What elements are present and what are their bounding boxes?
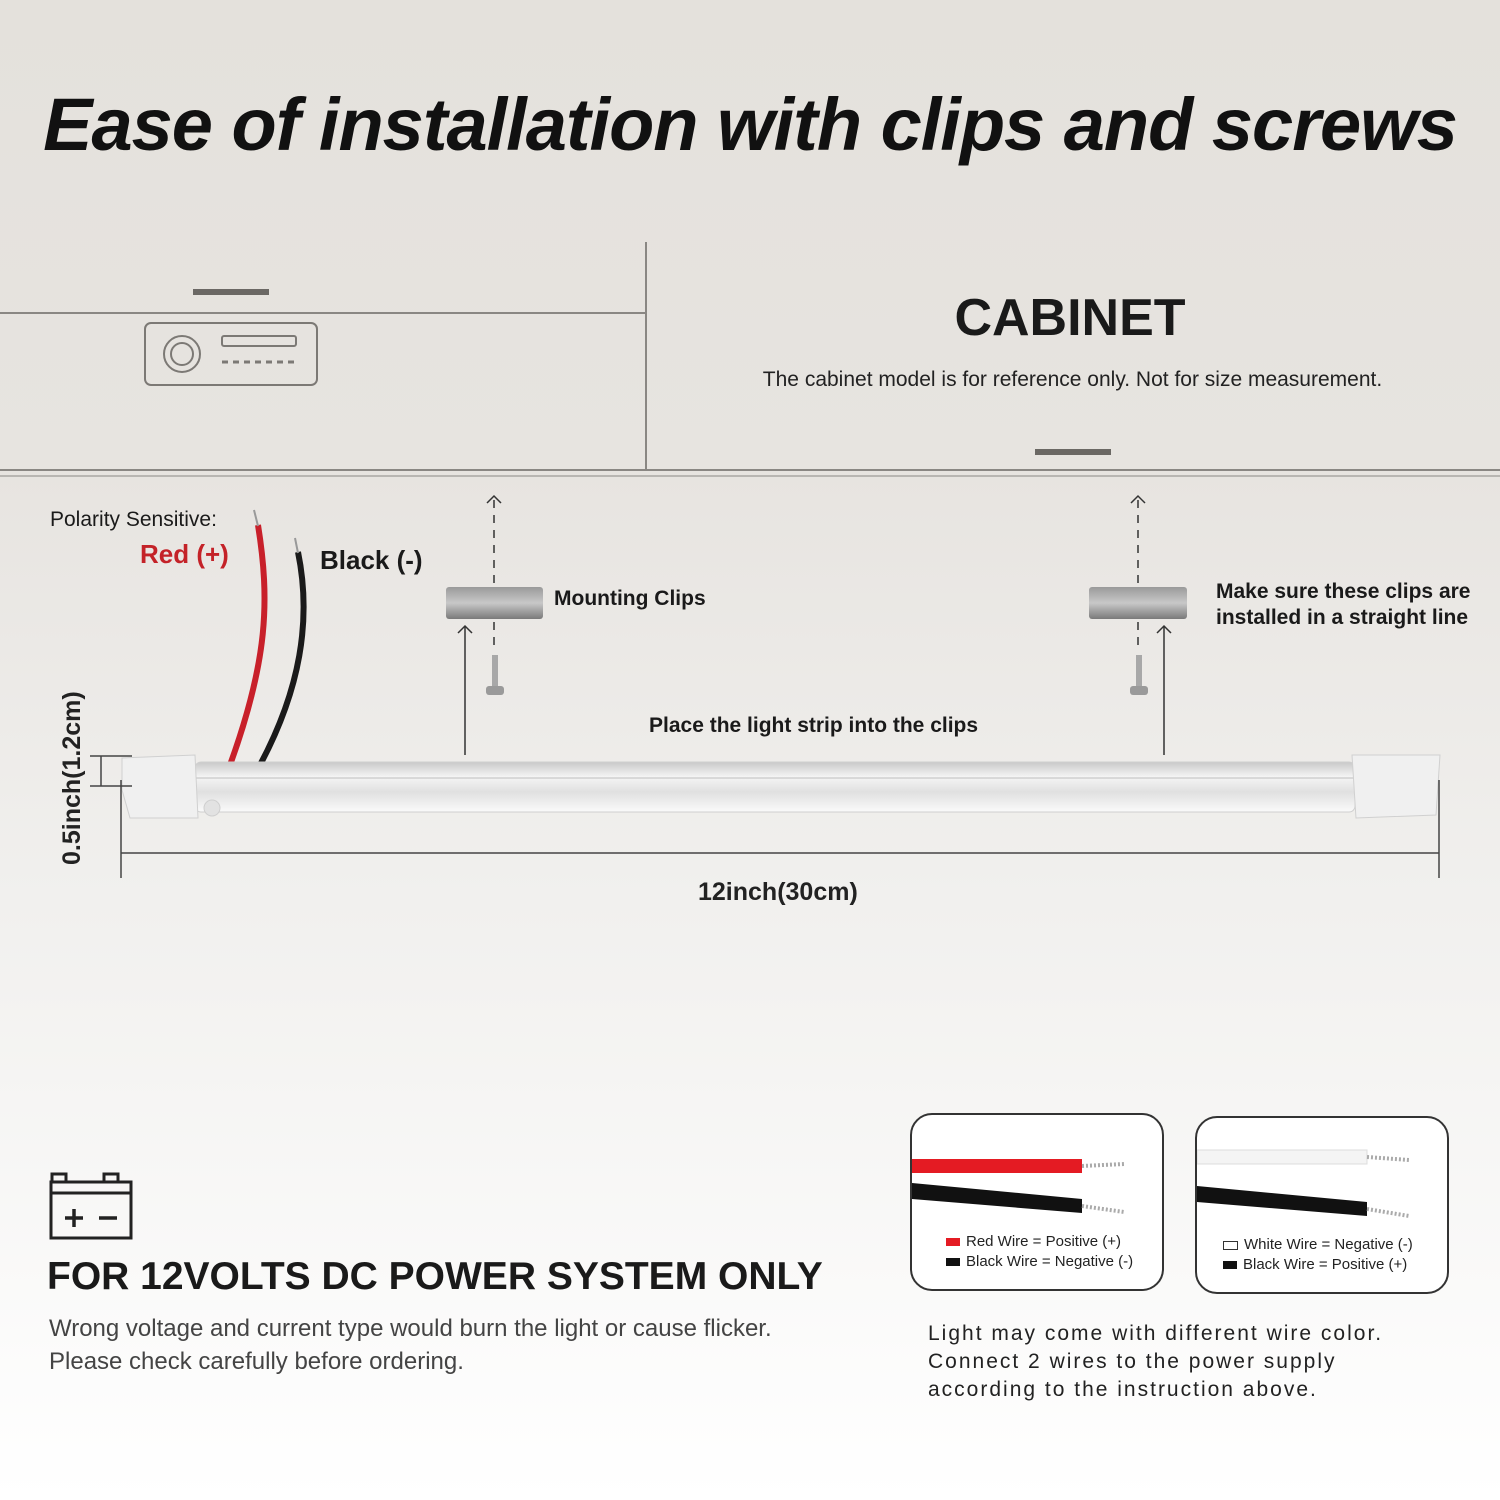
- clips-note-line1: Make sure these clips are: [1216, 580, 1471, 603]
- polarity-label: Polarity Sensitive:: [50, 508, 217, 531]
- red-black-wires-illustration: [912, 1115, 1162, 1225]
- wire-note-line1: Light may come with different wire color.: [928, 1322, 1384, 1345]
- right-mounting-clip: [1089, 496, 1187, 755]
- wire-color-note: [928, 1320, 1383, 1404]
- battery-icon: [48, 1172, 138, 1242]
- left-mounting-clip: [446, 496, 543, 755]
- mounting-clips-label: Mounting Clips: [554, 587, 706, 610]
- power-description: [49, 1312, 849, 1378]
- left-screw: [486, 655, 504, 695]
- page-title: Ease of installation with clips and screws: [43, 83, 1457, 166]
- power-desc-line1: Wrong voltage and current type would burn the light or cause flicker.: [49, 1315, 772, 1342]
- height-dimension-label: 0.5inch(1.2cm): [58, 691, 86, 865]
- legend-red-positive: Red Wire = Positive (+): [946, 1233, 1121, 1250]
- right-screw: [1130, 655, 1148, 695]
- power-system-title: FOR 12VOLTS DC POWER SYSTEM ONLY: [47, 1255, 823, 1298]
- black-wire-label: Black (-): [320, 545, 423, 575]
- wire-note-line2: Connect 2 wires to the power supply: [928, 1350, 1337, 1373]
- place-strip-label: Place the light strip into the clips: [649, 714, 979, 737]
- black-wire: [260, 538, 304, 765]
- cabinet-note: The cabinet model is for reference only. Not for size measurement.: [762, 368, 1383, 391]
- length-dimension-label: 12inch(30cm): [698, 878, 858, 906]
- clips-note-line2: installed in a straight line: [1216, 606, 1469, 629]
- wire-option-white-black: [1195, 1116, 1449, 1294]
- cabinet-title: CABINET: [954, 289, 1186, 347]
- power-desc-line2: Please check carefully before ordering.: [49, 1348, 464, 1375]
- wire-option-red-black: [910, 1113, 1164, 1291]
- legend-black-positive: Black Wire = Positive (+): [1223, 1256, 1407, 1273]
- legend-black-negative: Black Wire = Negative (-): [946, 1253, 1133, 1270]
- white-black-wires-illustration: [1197, 1118, 1447, 1228]
- led-light-bar: [122, 755, 1440, 818]
- wire-note-line3: according to the instruction above.: [928, 1378, 1318, 1401]
- red-wire-label: Red (+): [140, 539, 229, 569]
- red-wire: [230, 510, 265, 765]
- legend-white-negative: White Wire = Negative (-): [1223, 1236, 1413, 1253]
